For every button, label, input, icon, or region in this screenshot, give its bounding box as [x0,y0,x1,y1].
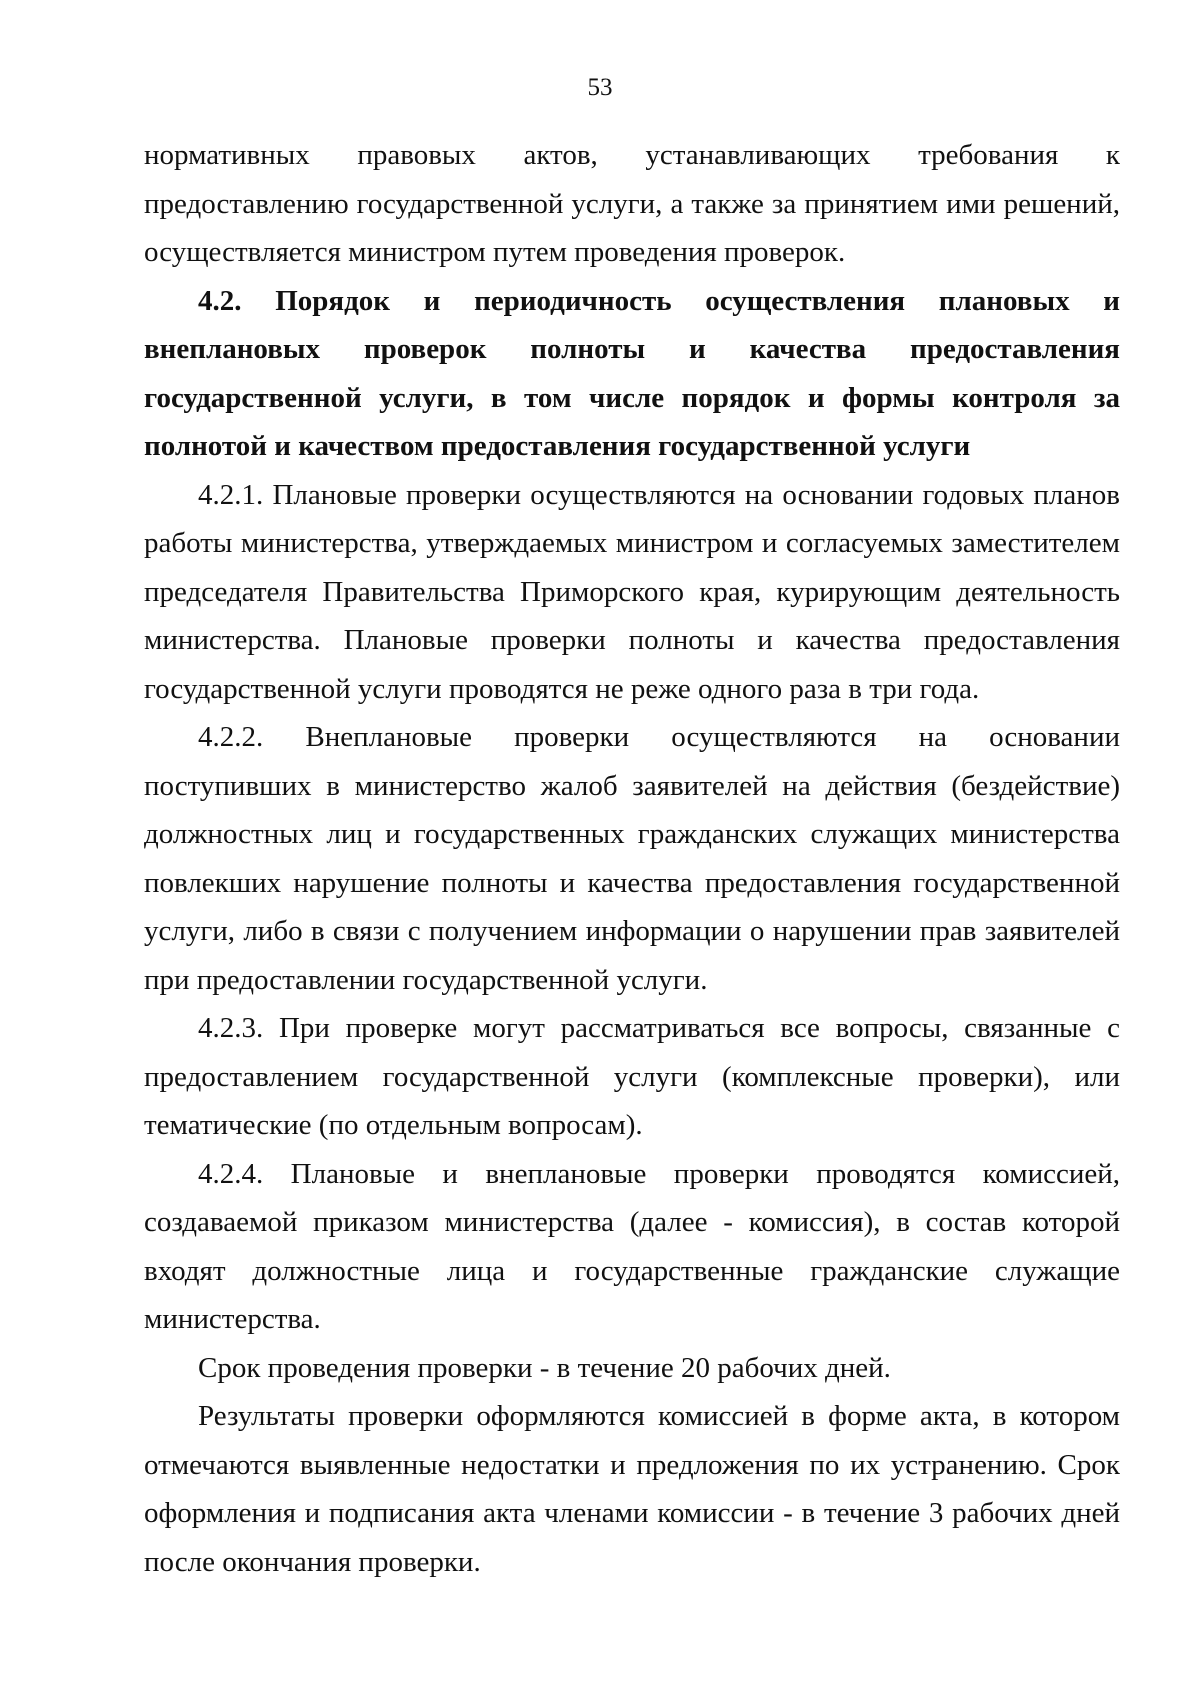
document-body [144,131,1120,1586]
paragraph-inspection-term: Срок проведения проверки - в течение 20 рабочих дней. [198,1351,891,1384]
page-number: 53 [587,74,613,101]
paragraph-continuation: нормативных правовых актов, устанавливающих требования к предоставлению государственной услуги, а также за принятием ими решений, осуществляется министром путем проведения проверок. [144,139,1120,268]
paragraph-4-2-1: 4.2.1. Плановые проверки осуществляются на основании годовых планов работы министерства, утверждаемых министром и согласуемых заместителем председателя Правительства Приморского края, курирующим деятельность министерства. Плановые проверки полноты и качества предоставления государственной услуги проводятся не реже одного раза в три года. [144,478,1120,705]
paragraph-4-2-4: 4.2.4. Плановые и внеплановые проверки проводятся комиссией, создаваемой приказом министерства (далее - комиссия), в состав которой входят должностные лица и государственные гражданские служащие министерства. [144,1157,1120,1335]
section-heading-4-2: 4.2. Порядок и периодичность осуществления плановых и внеплановых проверок полноты и качества предоставления государственной услуги, в том числе порядок и формы контроля за полнотой и качеством предоставления государственной услуги [144,284,1120,462]
paragraph-inspection-results: Результаты проверки оформляются комиссией в форме акта, в котором отмечаются выявленные недостатки и предложения по их устранению. Срок оформления и подписания акта членами комиссии - в течение 3 рабочих дней после окончания проверки. [144,1400,1120,1578]
paragraph-4-2-2: 4.2.2. Внеплановые проверки осуществляются на основании поступивших в министерство жалоб заявителей на действия (бездействие) должностных лиц и государственных гражданских служащих министерства повлекших нарушение полноты и качества предоставления государственной услуги, либо в связи с получением информации о нарушении прав заявителей при предоставлении государственной услуги. [144,721,1120,996]
paragraph-4-2-3: 4.2.3. При проверке могут рассматриваться все вопросы, связанные с предоставлением государственной услуги (комплексные проверки), или тематические (по отдельным вопросам). [144,1012,1120,1141]
